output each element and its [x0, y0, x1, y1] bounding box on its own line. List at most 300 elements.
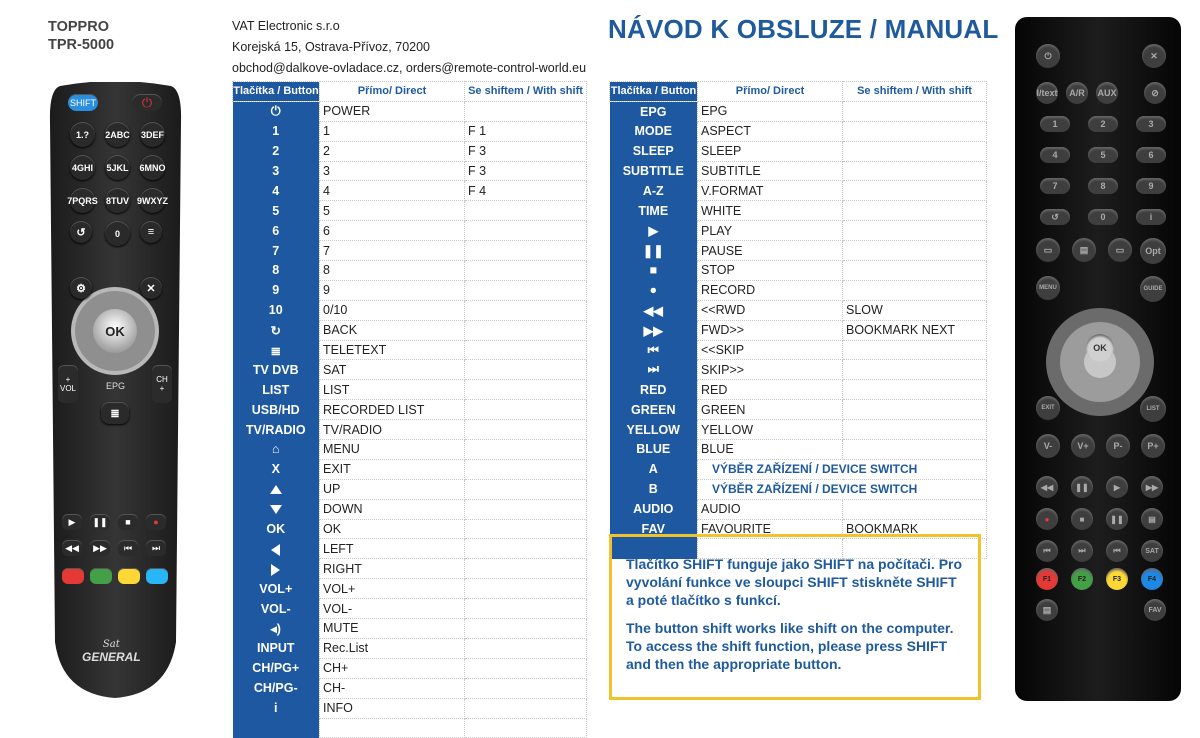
stop-icon[interactable]: ■: [1071, 508, 1093, 530]
button-cell: [233, 499, 320, 519]
direct-function-cell: BLUE: [698, 440, 843, 460]
table-row: [233, 141, 587, 161]
direct-function-cell: CH-: [320, 678, 465, 698]
digit-button-4ghi[interactable]: 4GHI: [70, 155, 95, 180]
table-row: [233, 559, 587, 579]
shift-function-cell: [465, 619, 587, 639]
button-cell: [610, 280, 698, 300]
shift-function-cell: [465, 420, 587, 440]
direct-function-cell: TELETEXT: [320, 340, 465, 360]
button-cell: 9: [233, 280, 320, 300]
direct-function-cell: 4: [320, 181, 465, 201]
table-row: [233, 241, 587, 261]
fast-forward-icon[interactable]: ▶▶: [90, 540, 110, 556]
mute-icon[interactable]: ✕: [1142, 44, 1166, 68]
shift-function-cell: [465, 459, 587, 479]
table-row: [233, 161, 587, 181]
input-icon[interactable]: ▤: [1036, 599, 1058, 621]
shift-function-cell: F 3: [465, 141, 587, 161]
button-cell: LIST: [233, 380, 320, 400]
ch-rocker[interactable]: CH +: [152, 365, 172, 403]
exit-icon[interactable]: ✕: [140, 277, 162, 299]
table-row: [610, 400, 987, 420]
button-cell: 7: [233, 241, 320, 261]
shift-function-cell: F 1: [465, 121, 587, 141]
shift-function-cell: BOOKMARK: [843, 519, 987, 539]
shift-function-cell: [465, 360, 587, 380]
table-row: [233, 638, 587, 658]
direct-function-cell: OK: [320, 519, 465, 539]
ch-label: CH: [156, 375, 168, 384]
direct-function-cell: POWER: [320, 101, 465, 121]
button-cell: VOL+: [233, 579, 320, 599]
direct-function-cell: 5: [320, 201, 465, 221]
shift-function-cell: [465, 340, 587, 360]
button-cell: BLUE: [610, 440, 698, 460]
shift-function-cell: [465, 599, 587, 619]
shift-function-cell: [465, 221, 587, 241]
button-cell: [233, 479, 320, 499]
left-mapping-table: [232, 81, 587, 738]
digit-button-5jkl[interactable]: 5JKL: [105, 155, 130, 180]
shift-function-cell: [843, 499, 987, 519]
button-cell: i: [233, 698, 320, 718]
table-row: [233, 400, 587, 420]
shift-function-cell: [843, 420, 987, 440]
shift-function-cell: [843, 101, 987, 121]
table-row: [233, 698, 587, 718]
right-arrow-icon: [271, 562, 280, 576]
table-row: [610, 380, 987, 400]
remote-brand-script: Sat: [102, 639, 120, 650]
shift-function-cell: [843, 380, 987, 400]
record-icon[interactable]: ●: [146, 514, 166, 530]
button-cell: A: [610, 459, 698, 479]
key-a-r[interactable]: A/R: [1066, 82, 1088, 104]
stop-icon[interactable]: ■: [118, 514, 138, 530]
teletext-alt-icon[interactable]: ▤: [1141, 508, 1163, 530]
vol-rocker[interactable]: + VOL: [58, 365, 78, 403]
skip-forward-icon[interactable]: ⏭: [1071, 540, 1093, 562]
direct-function-cell: CH+: [320, 658, 465, 678]
back-icon[interactable]: ↺: [1040, 209, 1070, 225]
button-cell: CH/PG+: [233, 658, 320, 678]
table-row: [233, 499, 587, 519]
red-key[interactable]: [62, 568, 84, 584]
fav-button[interactable]: FAV: [1144, 599, 1166, 621]
page-title: NÁVOD K OBSLUZE / MANUAL: [608, 14, 999, 44]
shift-note-en: The button shift works like shift on the computer. To access the shift function, please press SHIFT and then the appropriate button.: [626, 620, 954, 672]
direct-function-cell: 9: [320, 280, 465, 300]
button-cell: OK: [233, 519, 320, 539]
table-row: [233, 599, 587, 619]
shift-function-cell: [465, 479, 587, 499]
company-emails: obchod@dalkove-ovladace.cz, orders@remote-control-world.eu: [232, 61, 587, 75]
table-row: [610, 459, 987, 479]
play-icon[interactable]: ▶: [62, 514, 82, 530]
table-row: [233, 619, 587, 639]
button-cell: GREEN: [610, 400, 698, 420]
shift-function-cell: [465, 400, 587, 420]
epg-label: EPG: [106, 381, 126, 391]
direct-function-cell: 6: [320, 221, 465, 241]
teletext-icon: ≣: [270, 343, 281, 358]
fast-forward-icon[interactable]: ▶▶: [1141, 476, 1163, 498]
table-row: [233, 440, 587, 460]
direct-function-cell: MENU: [320, 440, 465, 460]
shift-function-cell: F 4: [465, 181, 587, 201]
digit-button-4[interactable]: 4: [1040, 147, 1070, 163]
digit-button-0[interactable]: 0: [1088, 209, 1118, 225]
record-icon[interactable]: ●: [1036, 508, 1058, 530]
digit-button-3def[interactable]: 3DEF: [140, 122, 165, 147]
sat-button[interactable]: SAT: [1141, 540, 1163, 562]
direct-function-cell: SUBTITLE: [698, 161, 843, 181]
button-cell: INPUT: [233, 638, 320, 658]
direct-function-cell: 7: [320, 241, 465, 261]
shift-function-cell: [465, 638, 587, 658]
digit-button-1[interactable]: 1: [1040, 116, 1070, 132]
digit-button-5[interactable]: 5: [1088, 147, 1118, 163]
right-mapping-table: [609, 81, 987, 559]
direct-function-cell: 1: [320, 121, 465, 141]
direct-function-cell: BACK: [320, 320, 465, 340]
col-header-button: Tlačítka / Button: [233, 82, 320, 102]
table-row: [233, 459, 587, 479]
settings-icon[interactable]: ⚙: [70, 277, 92, 299]
table-row: [610, 101, 987, 121]
digit-button-8[interactable]: 8: [1088, 178, 1118, 194]
direct-function-cell: AUDIO: [698, 499, 843, 519]
button-cell: [610, 340, 698, 360]
direct-function-cell: 3: [320, 161, 465, 181]
direct-function-cell: <<SKIP: [698, 340, 843, 360]
company-info: [232, 16, 586, 79]
digit-button-9wxyz[interactable]: 9WXYZ: [140, 188, 165, 213]
key-aux[interactable]: AUX: [1096, 82, 1118, 104]
button-cell: 1: [233, 121, 320, 141]
direct-function-cell: RECORD: [698, 280, 843, 300]
direct-function-cell: UP: [320, 479, 465, 499]
button-cell: AUDIO: [610, 499, 698, 519]
table-row: [233, 420, 587, 440]
shift-function-cell: [465, 380, 587, 400]
digit-button-6mno[interactable]: 6MNO: [140, 155, 165, 180]
pause-icon[interactable]: ❚❚: [1071, 476, 1093, 498]
button-cell: USB/HD: [233, 400, 320, 420]
teletext-icon[interactable]: ▤: [1072, 238, 1096, 262]
table-row: [233, 519, 587, 539]
ok-button[interactable]: OK: [1086, 334, 1114, 362]
direct-function-cell: FAVOURITE: [698, 519, 843, 539]
direct-function-cell: [320, 718, 465, 738]
skip-back-icon[interactable]: ⏮: [118, 540, 138, 556]
direct-function-cell: TV/RADIO: [320, 420, 465, 440]
direct-function-cell: 2: [320, 141, 465, 161]
button-cell: TV DVB: [233, 360, 320, 380]
direct-function-cell: RIGHT: [320, 559, 465, 579]
mute-icon: ◂): [270, 621, 281, 636]
direct-function-cell: 8: [320, 261, 465, 281]
table-row: [233, 101, 587, 121]
shift-function-cell: [843, 181, 987, 201]
rewind-icon[interactable]: ◀◀: [1036, 476, 1058, 498]
table-row: [610, 420, 987, 440]
aspect-icon[interactable]: ▭: [1036, 238, 1060, 262]
button-cell: [233, 619, 320, 639]
table-row: [233, 340, 587, 360]
direct-function-cell: WHITE: [698, 201, 843, 221]
table-row: [233, 320, 587, 340]
exit-button[interactable]: EXIT: [1036, 396, 1060, 420]
key-v[interactable]: V-: [1036, 434, 1060, 458]
shift-function-cell: [843, 141, 987, 161]
button-cell: [610, 261, 698, 281]
company-name: VAT Electronic s.r.o: [232, 19, 340, 33]
table-row: [610, 241, 987, 261]
shift-function-cell: [843, 440, 987, 460]
shift-function-cell: SLOW: [843, 300, 987, 320]
col-header-shift: Se shiftem / With shift: [843, 82, 987, 102]
info-icon[interactable]: i: [1136, 209, 1166, 225]
direct-function-cell: MUTE: [320, 619, 465, 639]
button-cell: 4: [233, 181, 320, 201]
direct-function-cell: LEFT: [320, 539, 465, 559]
list-button[interactable]: LIST: [1140, 396, 1166, 422]
rewind-icon[interactable]: ◀◀: [62, 540, 82, 556]
button-cell: VOL-: [233, 599, 320, 619]
table-row: [233, 261, 587, 281]
back-icon: ↻: [270, 323, 281, 338]
table-row: [233, 539, 587, 559]
direct-function-cell: LIST: [320, 380, 465, 400]
shift-function-cell: [465, 559, 587, 579]
button-cell: [233, 320, 320, 340]
key-v[interactable]: V+: [1071, 434, 1095, 458]
col-header-shift: Se shiftem / With shift: [465, 82, 587, 102]
table-row: [610, 280, 987, 300]
button-cell: 10: [233, 300, 320, 320]
direct-function-cell: V.FORMAT: [698, 181, 843, 201]
digit-button-2abc[interactable]: 2ABC: [105, 122, 130, 147]
color-key-f2[interactable]: F2: [1071, 568, 1093, 590]
shift-function-cell: [465, 658, 587, 678]
table-row: [610, 300, 987, 320]
table-row: [233, 658, 587, 678]
up-arrow-icon: [270, 482, 282, 496]
table-row: [610, 499, 987, 519]
back-icon[interactable]: ↺: [70, 221, 92, 243]
direct-function-cell: EXIT: [320, 459, 465, 479]
table-row: [233, 181, 587, 201]
stop-icon: ■: [649, 263, 658, 278]
button-cell: [233, 559, 320, 579]
table-row: [233, 579, 587, 599]
table-row: [233, 718, 587, 738]
button-cell: [233, 340, 320, 360]
table-row: [233, 280, 587, 300]
digit-button-8tuv[interactable]: 8TUV: [105, 188, 130, 213]
digit-button-7pqrs[interactable]: 7PQRS: [70, 188, 95, 213]
ok-button[interactable]: [101, 317, 129, 345]
skip-back-icon[interactable]: ⏮: [1036, 540, 1058, 562]
shift-label: SHIFT: [70, 97, 96, 108]
table-row: [233, 121, 587, 141]
col-header-direct: Přímo/ Direct: [698, 82, 843, 102]
button-cell: 6: [233, 221, 320, 241]
table-row: [610, 261, 987, 281]
table-row: [233, 221, 587, 241]
button-cell: FAV: [610, 519, 698, 539]
color-key-f1[interactable]: F1: [1036, 568, 1058, 590]
shift-function-cell: [465, 241, 587, 261]
green-key[interactable]: [90, 568, 112, 584]
power-icon: ⏻: [270, 104, 281, 119]
button-cell: [233, 539, 320, 559]
digit-button-6[interactable]: 6: [1136, 147, 1166, 163]
remote-brand-name: GENERAL: [82, 650, 141, 664]
button-cell: SLEEP: [610, 141, 698, 161]
direct-function-cell: VOL+: [320, 579, 465, 599]
direct-function-cell: YELLOW: [698, 420, 843, 440]
menu-button[interactable]: MENU: [1036, 276, 1060, 300]
shift-function-cell: [843, 360, 987, 380]
table-row: [610, 201, 987, 221]
key-p[interactable]: P-: [1106, 434, 1130, 458]
skip-forward-icon: ⏭: [647, 362, 659, 377]
menu-icon[interactable]: ≡: [140, 221, 162, 243]
key-i-text[interactable]: I/text: [1036, 82, 1058, 104]
play-icon: ▶: [648, 224, 659, 239]
skip-forward-icon[interactable]: ⏭: [146, 540, 166, 556]
key-p[interactable]: P+: [1141, 434, 1165, 458]
table-row: [610, 181, 987, 201]
model-info: [48, 18, 114, 54]
color-key-f3[interactable]: F3: [1106, 568, 1128, 590]
direct-function-cell: PLAY: [698, 221, 843, 241]
shift-function-cell: [843, 161, 987, 181]
shift-function-cell: [843, 400, 987, 420]
device-switch-cell: VÝBĚR ZAŘÍZENÍ / DEVICE SWITCH: [698, 479, 987, 499]
digit-button-2[interactable]: 2: [1088, 116, 1118, 132]
shift-function-cell: [843, 201, 987, 221]
col-header-button: Tlačítka / Button: [610, 82, 698, 102]
button-cell: [610, 360, 698, 380]
direct-function-cell: FWD>>: [698, 320, 843, 340]
shift-function-cell: [465, 101, 587, 121]
shift-function-cell: [465, 718, 587, 738]
color-key-f4[interactable]: F4: [1141, 568, 1163, 590]
power-button[interactable]: ⏻: [132, 94, 162, 111]
shift-function-cell: [465, 698, 587, 718]
table-row: [233, 300, 587, 320]
digit-button-9[interactable]: 9: [1136, 178, 1166, 194]
digit-button-0[interactable]: 0: [105, 221, 130, 246]
fast-forward-icon: ▶▶: [643, 323, 663, 338]
guide-button[interactable]: GUIDE: [1140, 276, 1166, 302]
button-cell: RED: [610, 380, 698, 400]
col-header-direct: Přímo/ Direct: [320, 82, 465, 102]
subtitle-icon[interactable]: ▭: [1108, 238, 1132, 262]
button-cell: CH/PG-: [233, 678, 320, 698]
shift-function-cell: [465, 280, 587, 300]
direct-function-cell: RED: [698, 380, 843, 400]
button-cell: EPG: [610, 101, 698, 121]
digit-button-1[interactable]: 1.?: [70, 122, 95, 147]
shift-function-cell: [465, 201, 587, 221]
button-cell: [610, 300, 698, 320]
button-cell: [610, 221, 698, 241]
shift-function-cell: [465, 300, 587, 320]
table-row: [610, 221, 987, 241]
shift-function-cell: F 3: [465, 161, 587, 181]
option-button[interactable]: Opt: [1140, 238, 1166, 264]
direct-function-cell: PAUSE: [698, 241, 843, 261]
table-row: [233, 360, 587, 380]
direct-function-cell: SAT: [320, 360, 465, 380]
shift-function-cell: [465, 499, 587, 519]
table-row: [610, 141, 987, 161]
button-cell: MODE: [610, 121, 698, 141]
shift-function-cell: [843, 261, 987, 281]
shift-button[interactable]: [68, 94, 98, 111]
shift-function-cell: [465, 320, 587, 340]
shift-function-cell: BOOKMARK NEXT: [843, 320, 987, 340]
button-cell: YELLOW: [610, 420, 698, 440]
mute-alt-icon[interactable]: ⊘: [1144, 82, 1166, 104]
pause-icon: ❚❚: [642, 244, 664, 259]
button-cell: A-Z: [610, 181, 698, 201]
shift-function-cell: [843, 340, 987, 360]
table-row: [610, 340, 987, 360]
rewind-icon: ◀◀: [643, 303, 663, 318]
button-cell: 5: [233, 201, 320, 221]
digit-button-7[interactable]: 7: [1040, 178, 1070, 194]
shift-note: [609, 534, 981, 700]
button-cell: 8: [233, 261, 320, 281]
blue-key[interactable]: [146, 568, 168, 584]
table-row: [233, 201, 587, 221]
direct-function-cell: SKIP>>: [698, 360, 843, 380]
direct-function-cell: INFO: [320, 698, 465, 718]
button-cell: 2: [233, 141, 320, 161]
shift-function-cell: [843, 280, 987, 300]
table-row: [233, 479, 587, 499]
table-row: [610, 440, 987, 460]
pause-alt-icon[interactable]: ❚❚: [1106, 508, 1128, 530]
play-icon[interactable]: ▶: [1106, 476, 1128, 498]
direct-function-cell: GREEN: [698, 400, 843, 420]
table-row: [233, 380, 587, 400]
vol-label: VOL: [59, 384, 76, 393]
down-arrow-icon: [270, 502, 282, 516]
yellow-key[interactable]: [118, 568, 140, 584]
table-row: [610, 161, 987, 181]
power-icon[interactable]: ⏻: [1036, 44, 1060, 68]
button-cell: [233, 718, 320, 738]
pause-icon[interactable]: ❚❚: [90, 514, 110, 530]
direct-function-cell: ASPECT: [698, 121, 843, 141]
skip-back-alt-icon[interactable]: ⏮: [1106, 540, 1128, 562]
ok-label: OK: [105, 323, 125, 339]
button-cell: TIME: [610, 201, 698, 221]
direct-function-cell: <<RWD: [698, 300, 843, 320]
record-icon: ●: [649, 283, 658, 298]
digit-button-3[interactable]: 3: [1136, 116, 1166, 132]
teletext-button[interactable]: ≣: [101, 402, 129, 424]
button-cell: [610, 241, 698, 261]
remote-brand-logo: [82, 638, 141, 664]
